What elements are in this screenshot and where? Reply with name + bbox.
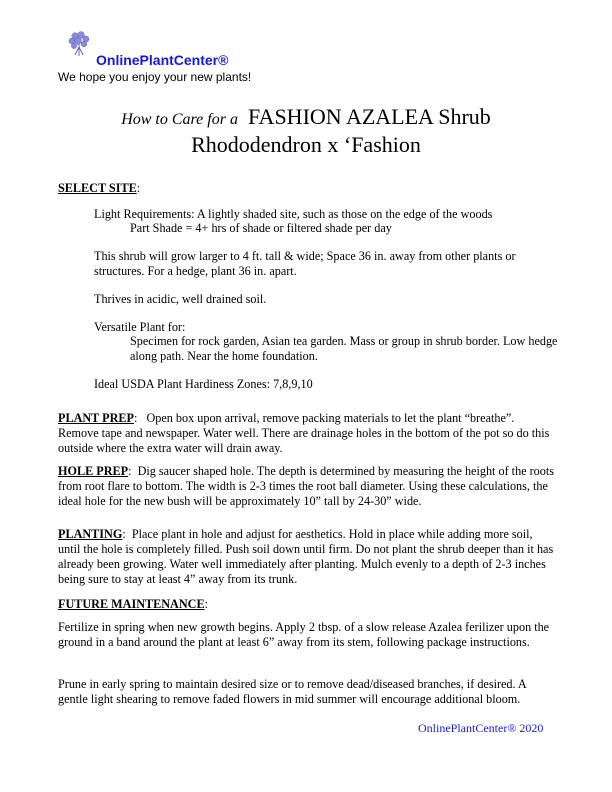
footer-copyright: OnlinePlantCenter® 2020 (418, 721, 544, 735)
select-site-heading: SELECT SITE: (58, 181, 141, 195)
brand-name: OnlinePlantCenter® (96, 52, 229, 68)
plant-prep-text: Open box upon arrival, remove packing materials to let the plant “breathe”. Remove tape and newspaper. Water well. There are drainage holes in the bottom of the pot so do this outside where the extra water will drain away. (58, 411, 550, 455)
botanical-name: Rhododendron x ‘Fashion (191, 132, 421, 157)
planting-heading: PLANTING (58, 527, 123, 541)
prune-text: Prune in early spring to maintain desired size or to remove dead/diseased branches, if desired. A gentle light shearing to remove faded flowers in mid summer will encourage additional bloom. (58, 677, 527, 706)
versatile-detail: Specimen for rock garden, Asian tea garden. Mass or group in shrub border. Low hedge along path. Near the home foundation. (130, 334, 558, 363)
planting-text: Place plant in hole and adjust for aesthetics. Hold in place while adding more soil, until the hole is completely filled. Push soil down until firm. Do not plant the shrub deeper than it has already been growing. Water well immediately after planting. Mulch evenly to a depth of 2-3 inches being sure to stay at least 4” away from its trunk. (58, 527, 554, 586)
tagline: We hope you enjoy your new plants! (58, 70, 252, 84)
plant-prep-heading: PLANT PREP (58, 411, 134, 425)
page-title (0, 104, 612, 130)
future-maintenance-label: FUTURE MAINTENANCE (58, 597, 205, 611)
size-spacing: This shrub will grow larger to 4 ft. tall & wide; Space 36 in. away from other plants or structures. For a hedge, plant 36 in. apart. (94, 249, 516, 278)
flower-bouquet-icon (66, 30, 92, 58)
hole-prep-text: Dig saucer shaped hole. The depth is determined by measuring the height of the roots from root flare to bottom. The width is 2-3 times the root ball diameter. Using these calculations, the ideal hole for the new bush will be approximately 10” tall by 24-30” wide. (58, 464, 554, 508)
future-maintenance-heading: FUTURE MAINTENANCE: (58, 597, 208, 611)
hardiness-zones: Ideal USDA Plant Hardiness Zones: 7,8,9,10 (94, 377, 313, 391)
hole-prep-section: HOLE PREP: Dig saucer shaped hole. The depth is determined by measuring the height of the roots from root flare to bottom. The width is 2-3 times the root ball diameter. Using these calculations, the ideal hole for the new bush will be approximately 10” tall by 24-30” wide. (58, 464, 554, 508)
light-requirements: Light Requirements: A lightly shaded site, such as those on the edge of the woods (94, 207, 493, 221)
fertilize-text: Fertilize in spring when new growth begins. Apply 2 tbsp. of a slow release Azalea ferilizer upon the ground in a band around the plant at least 6” away from its stem, following package instructions. (58, 620, 550, 649)
title-prefix: How to Care for a (121, 111, 238, 128)
plant-prep-section: PLANT PREP: Open box upon arrival, remove packing materials to let the plant “breathe”. Remove tape and newspaper. Water well. There are drainage holes in the bottom of the pot so do this outside where the extra water will drain away. (58, 411, 550, 455)
title-main: FASHION AZALEA Shrub (247, 104, 491, 129)
versatile-label: Versatile Plant for: (94, 320, 186, 334)
light-detail: Part Shade = 4+ hrs of shade or filtered shade per day (130, 221, 392, 235)
planting-section: PLANTING: Place plant in hole and adjust for aesthetics. Hold in place while adding more soil, until the hole is completely filled. Push soil down until firm. Do not plant the shrub deeper than it has already been growing. Water well immediately after planting. Mulch evenly to a depth of 2-3 inches being sure to stay at least 4” away from its trunk. (58, 527, 554, 586)
hole-prep-heading: HOLE PREP (58, 464, 129, 478)
soil-info: Thrives in acidic, well drained soil. (94, 292, 267, 306)
select-site-label: SELECT SITE (58, 181, 137, 195)
